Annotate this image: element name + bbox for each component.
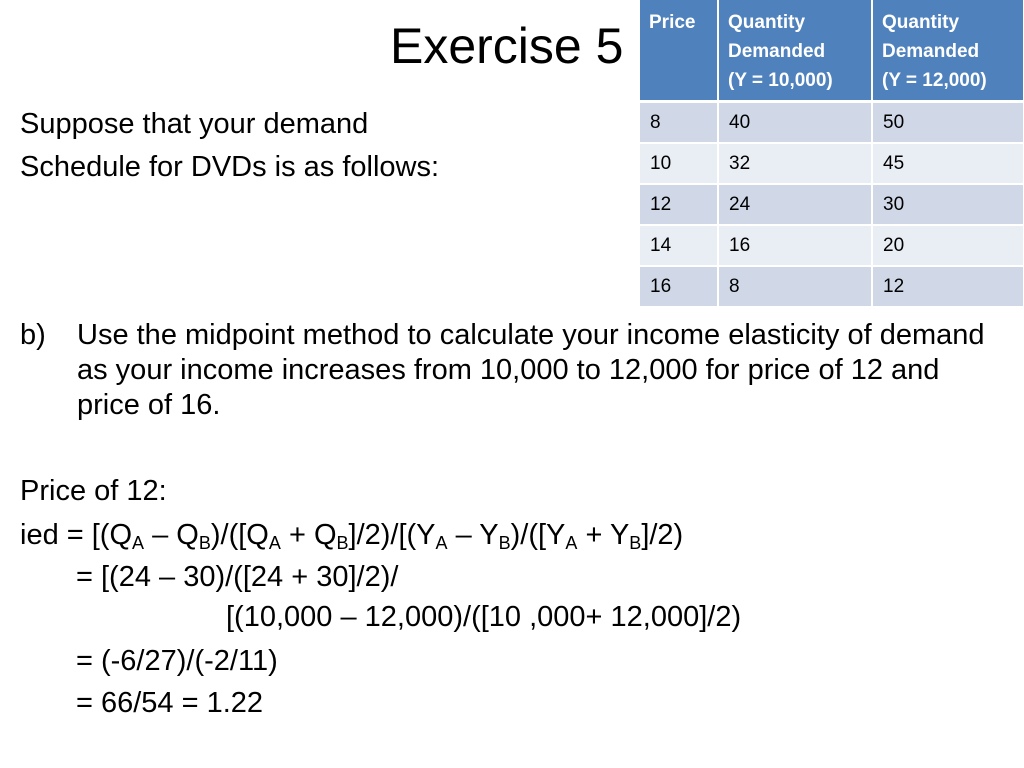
formula-text: – Q [144, 519, 199, 551]
cell-quantity-y10000: 24 [718, 184, 872, 225]
cell-quantity-y12000: 12 [872, 266, 1024, 307]
header-line: Demanded [728, 41, 826, 62]
cell-price: 12 [640, 184, 718, 225]
table-row [640, 102, 1024, 144]
cell-quantity-y10000: 32 [718, 143, 872, 184]
intro-line-1: Suppose that your demand [20, 108, 369, 140]
table-row [640, 184, 1024, 225]
solution-heading: Price of 12: [20, 475, 167, 507]
cell-price: 14 [640, 225, 718, 266]
table-row [640, 266, 1024, 307]
table-row [640, 225, 1024, 266]
subscript-b: B [498, 533, 511, 553]
header-line: Quantity [882, 12, 960, 33]
formula-text: )/([Y [510, 519, 566, 551]
solution-result: = 66/54 = 1.22 [76, 687, 264, 719]
formula-text: ]/2)/[(Y [348, 519, 436, 551]
cell-quantity-y10000: 8 [718, 266, 872, 307]
cell-quantity-y12000: 45 [872, 143, 1024, 184]
slide-title: Exercise 5 [390, 18, 624, 74]
cell-quantity-y12000: 50 [872, 102, 1024, 144]
subscript-b: B [336, 533, 349, 553]
question-text: Use the midpoint method to calculate your income elasticity of demand as your income increases from 10,000 to 12,000 for price of 12 and price of 16. [77, 319, 985, 421]
header-line: Quantity [728, 12, 806, 33]
formula-line [20, 516, 683, 554]
subscript-a: A [435, 533, 448, 553]
cell-quantity-y12000: 30 [872, 184, 1024, 225]
question-label: b) [20, 319, 46, 351]
subscript-a: A [132, 533, 145, 553]
header-line: (Y = 10,000) [728, 70, 833, 91]
table-header-row [640, 0, 1024, 102]
formula-text: ied = [(Q [20, 519, 133, 551]
formula-text: )/([Q [210, 519, 269, 551]
intro-text [20, 103, 439, 189]
subscript-a: A [565, 533, 578, 553]
formula-text: + Y [577, 519, 630, 551]
header-line: (Y = 12,000) [882, 70, 987, 91]
cell-quantity-y12000: 20 [872, 225, 1024, 266]
cell-quantity-y10000: 16 [718, 225, 872, 266]
header-line: Demanded [882, 41, 980, 62]
header-price-line: Price [649, 12, 696, 33]
cell-price: 8 [640, 102, 718, 144]
header-price [640, 0, 718, 102]
cell-quantity-y10000: 40 [718, 102, 872, 144]
demand-schedule-table [640, 0, 1024, 308]
intro-line-2: Schedule for DVDs is as follows: [20, 151, 440, 183]
formula-text: + Q [280, 519, 337, 551]
header-quantity-y10000 [718, 0, 872, 102]
cell-price: 10 [640, 143, 718, 184]
subscript-a: A [268, 533, 281, 553]
solution-step-1: = [(24 – 30)/([24 + 30]/2)/ [76, 561, 399, 593]
subscript-b: B [198, 533, 211, 553]
header-quantity-y12000 [872, 0, 1024, 102]
cell-price: 16 [640, 266, 718, 307]
table-row [640, 143, 1024, 184]
solution-step-2: [(10,000 – 12,000)/([10 ,000+ 12,000]/2) [226, 601, 742, 633]
subscript-b: B [629, 533, 642, 553]
solution-step-3: = (-6/27)/(-2/11) [76, 645, 278, 677]
formula-text: – Y [447, 519, 499, 551]
formula-text: ]/2) [641, 519, 684, 551]
